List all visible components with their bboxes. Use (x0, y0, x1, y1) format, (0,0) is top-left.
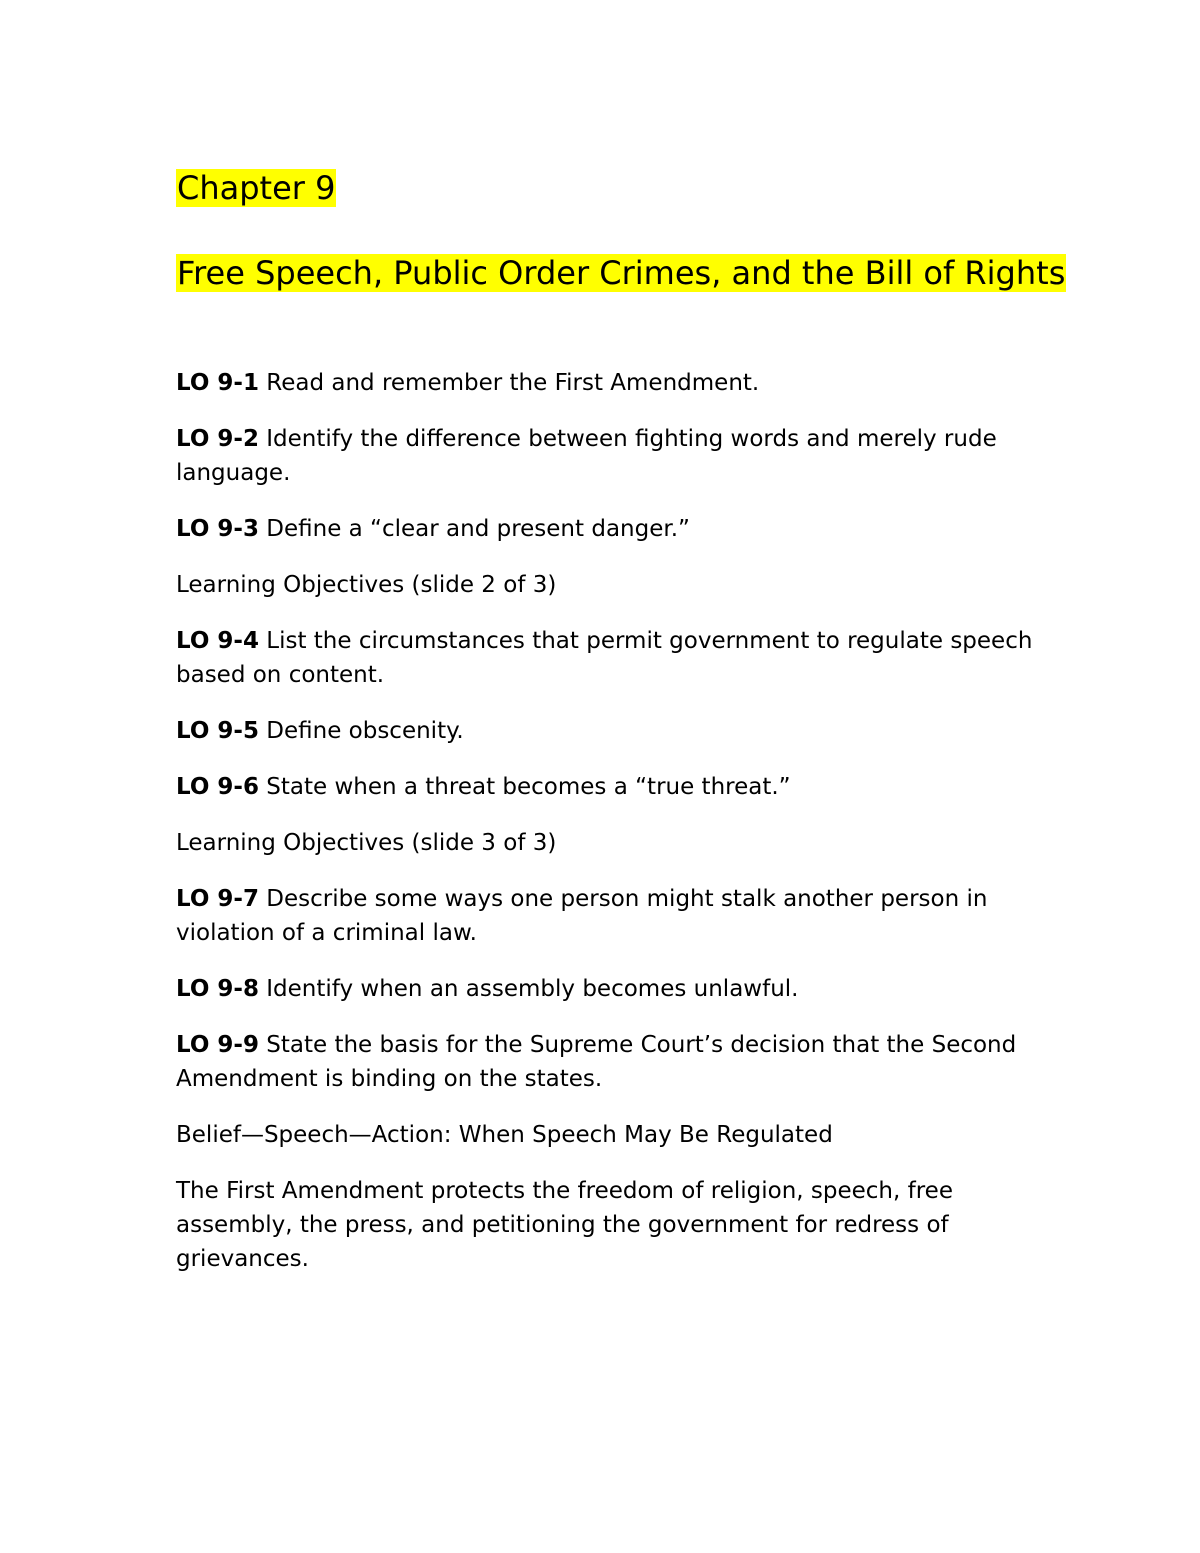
section-heading-slide-2 (176, 568, 1061, 602)
paragraph-text: Learning Objectives (slide 2 of 3) (176, 572, 557, 598)
lo-code: LO 9-3 (176, 516, 259, 542)
chapter-heading-text: Chapter 9 (177, 169, 336, 207)
paragraph-text: Belief—Speech—Action: When Speech May Be Regulated (176, 1122, 833, 1148)
paragraph-lo-9-8 (176, 972, 1061, 1006)
paragraph-text: List the circumstances that permit government to regulate speech based on content. (176, 628, 1033, 688)
lo-code: LO 9-6 (176, 774, 259, 800)
paragraph-text: Identify when an assembly becomes unlawful. (258, 976, 799, 1002)
lo-code: LO 9-7 (176, 886, 259, 912)
paragraph-lo-9-1 (176, 366, 1061, 400)
paragraph-text: Define a “clear and present danger.” (258, 516, 690, 542)
section-heading-slide-3 (176, 826, 1061, 860)
paragraph-first-amendment (176, 1174, 1061, 1276)
lo-code: LO 9-2 (176, 426, 259, 452)
paragraph-text: Identify the difference between fighting words and merely rude language. (176, 426, 997, 486)
section-heading-belief-speech-action (176, 1118, 1061, 1152)
lo-code: LO 9-8 (176, 976, 259, 1002)
paragraph-text: State the basis for the Supreme Court’s decision that the Second Amendment is binding on the states. (176, 1032, 1017, 1092)
chapter-heading (176, 166, 336, 210)
paragraph-text: State when a threat becomes a “true threat.” (258, 774, 791, 800)
paragraph-lo-9-5 (176, 714, 1061, 748)
lo-code: LO 9-4 (176, 628, 259, 654)
paragraph-lo-9-7 (176, 882, 1061, 950)
lo-code: LO 9-9 (176, 1032, 259, 1058)
paragraph-lo-9-4 (176, 624, 1061, 692)
document-title-text: Free Speech, Public Order Crimes, and the Bill of Rights (177, 254, 1066, 292)
paragraph-lo-9-3 (176, 512, 1061, 546)
document-title (176, 251, 1066, 295)
lo-code: LO 9-5 (176, 718, 259, 744)
paragraph-text: Describe some ways one person might stalk another person in violation of a criminal law. (176, 886, 988, 946)
paragraph-text: Read and remember the First Amendment. (258, 370, 760, 396)
paragraph-lo-9-6 (176, 770, 1061, 804)
lo-code: LO 9-1 (176, 370, 259, 396)
paragraph-text: Define obscenity. (258, 718, 464, 744)
paragraph-text: Learning Objectives (slide 3 of 3) (176, 830, 557, 856)
paragraph-text: The First Amendment protects the freedom of religion, speech, free assembly, the press, and petitioning the government for redress of grievances. (176, 1178, 953, 1272)
document-body (176, 366, 1061, 1298)
paragraph-lo-9-2 (176, 422, 1061, 490)
paragraph-lo-9-9 (176, 1028, 1061, 1096)
